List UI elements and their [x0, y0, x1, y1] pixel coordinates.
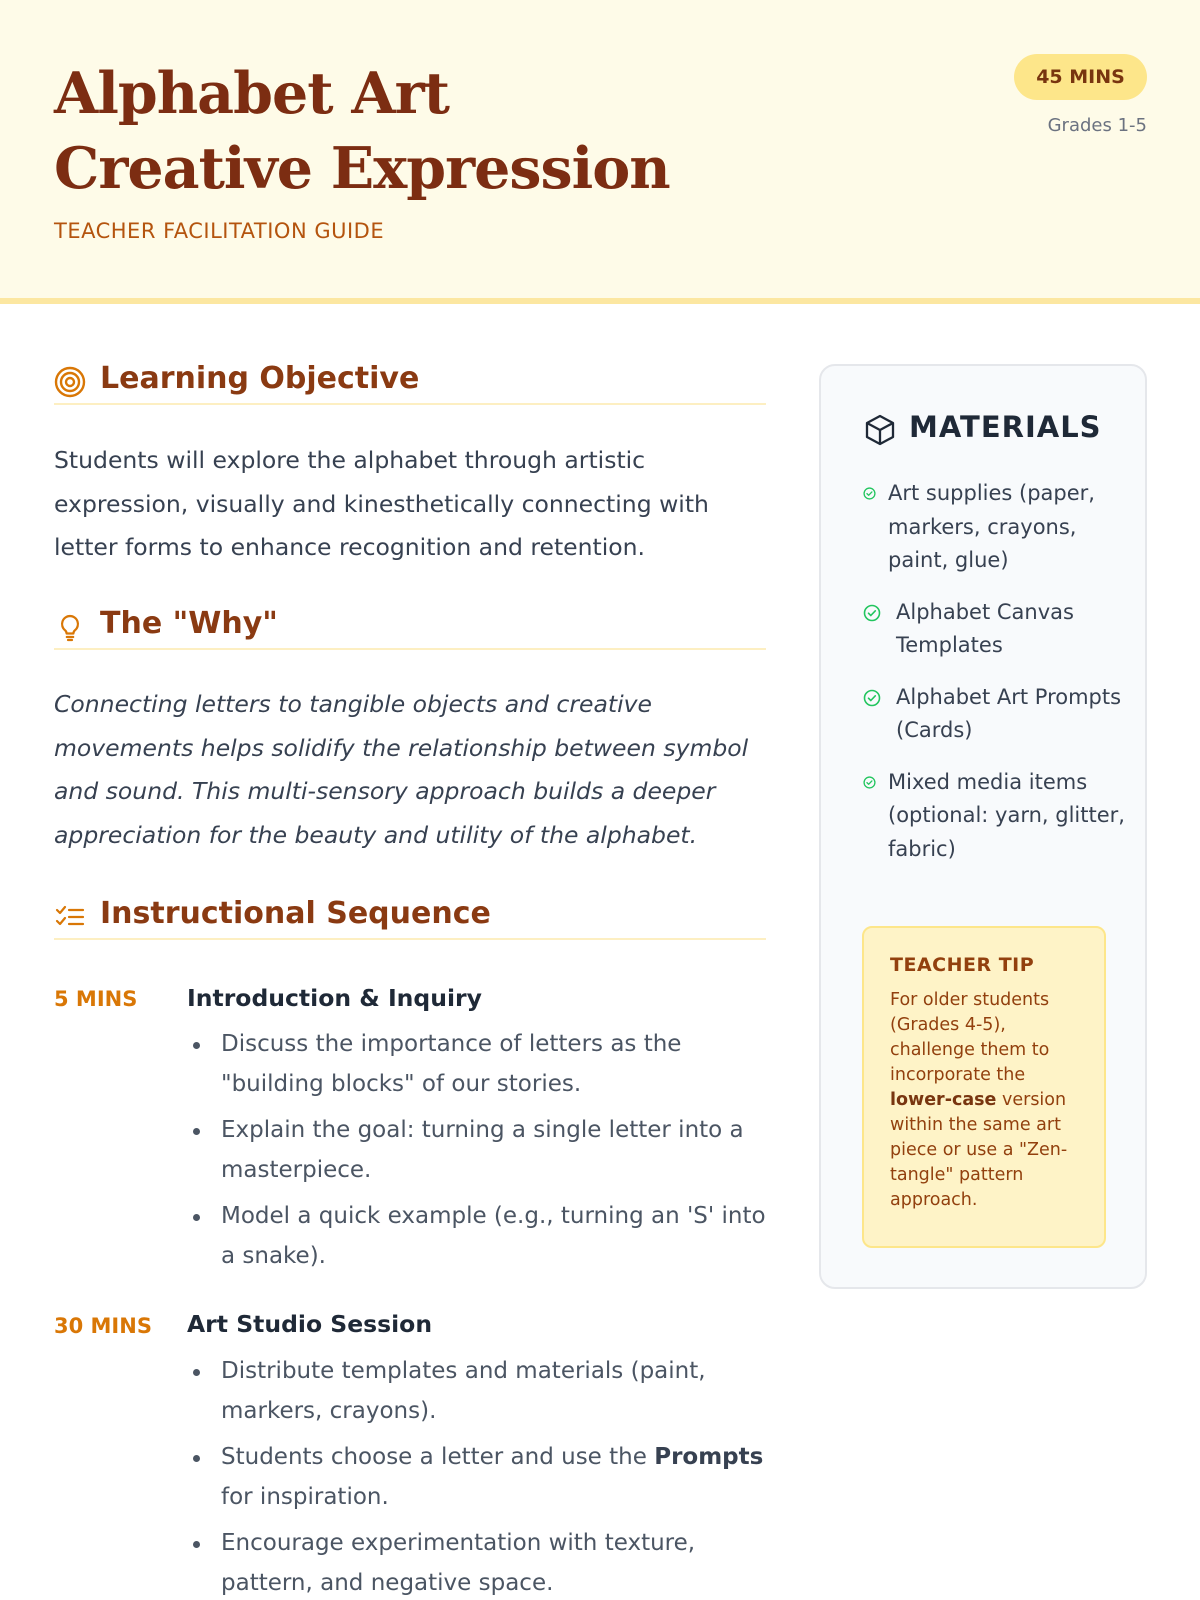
check-circle-icon — [863, 776, 876, 789]
duration-badge: 45 MINS — [1014, 54, 1147, 100]
lightbulb-icon — [54, 611, 86, 643]
list-item — [863, 681, 1125, 748]
list-item: Discuss the importance of letters as the "building blocks" of our stories. — [187, 1025, 767, 1104]
title-line-1: Alphabet Art — [54, 60, 449, 127]
step-2-time: 30 MINS — [54, 1314, 152, 1338]
materials-heading: MATERIALS — [909, 410, 1102, 444]
target-icon — [54, 366, 86, 398]
instructional-sequence-heading: Instructional Sequence — [100, 896, 491, 931]
material-label: Alphabet Art Prompts (Cards) — [896, 684, 1122, 742]
why-text: Connecting letters to tangible objects and creative movements helps solidify the relationship between symbol and sound. This multi-sensory approach builds a deeper appreciation for the beauty and utility of the alphabet. — [54, 690, 749, 849]
why-heading: The "Why" — [100, 606, 278, 641]
instructional-sequence-header — [54, 894, 766, 940]
step-1-list — [187, 1025, 767, 1283]
teacher-tip-callout — [862, 926, 1106, 1248]
list-item — [863, 596, 1125, 663]
list-item: Encourage experimentation with texture, pattern, and negative space. — [187, 1524, 767, 1600]
page-header — [0, 0, 1200, 304]
page-subtitle: TEACHER FACILITATION GUIDE — [54, 219, 385, 243]
list-item: Model a quick example (e.g., turning an 'S' into a snake). — [187, 1197, 767, 1276]
list-item — [863, 477, 1125, 578]
check-circle-icon — [863, 487, 876, 500]
page-title — [54, 56, 670, 206]
step-1-title: Introduction & Inquiry — [187, 984, 482, 1012]
step-2-title: Art Studio Session — [187, 1310, 433, 1338]
step-1-time: 5 MINS — [54, 987, 138, 1011]
material-label: Art supplies (paper, markers, crayons, paint, glue) — [888, 481, 1095, 572]
title-line-2: Creative Expression — [54, 135, 670, 202]
check-circle-icon — [863, 689, 881, 707]
tip-text-part: version within the same art piece or use a "Zen-tangle" pattern approach. — [890, 1090, 1068, 1210]
tip-text-part: For older students (Grades 4-5), challenge them to incorporate the — [890, 990, 1050, 1085]
learning-objective-text: Students will explore the alphabet through artistic expression, visually and kinesthetically connecting with letter forms to enhance recognition and retention. — [54, 446, 709, 561]
learning-objective-header — [54, 359, 766, 405]
list-item: Distribute templates and materials (paint, markers, crayons). — [187, 1352, 767, 1431]
teacher-tip-text — [890, 988, 1078, 1213]
materials-list — [863, 477, 1125, 884]
learning-objective-heading: Learning Objective — [100, 361, 420, 396]
box-icon — [863, 413, 897, 447]
material-label: Mixed media items (optional: yarn, glitter, fabric) — [888, 769, 1125, 861]
step-2-list — [187, 1352, 767, 1600]
check-circle-icon — [863, 604, 881, 622]
teacher-tip-title: TEACHER TIP — [890, 954, 1035, 976]
list-item — [187, 1438, 767, 1517]
grades-label: Grades 1-5 — [1047, 115, 1147, 136]
list-item-text: for inspiration. — [221, 1483, 389, 1510]
tip-emphasis: lower-case — [890, 1090, 997, 1110]
list-item-text: Students choose a letter and use the — [221, 1444, 647, 1470]
list-item — [863, 766, 1125, 867]
list-item: Explain the goal: turning a single letter into a masterpiece. — [187, 1111, 767, 1190]
list-item-emphasis: Prompts — [654, 1444, 764, 1470]
material-label: Alphabet Canvas Templates — [896, 599, 1074, 657]
materials-sidebar — [819, 364, 1147, 1289]
why-header — [54, 604, 766, 650]
checklist-icon — [54, 901, 86, 933]
